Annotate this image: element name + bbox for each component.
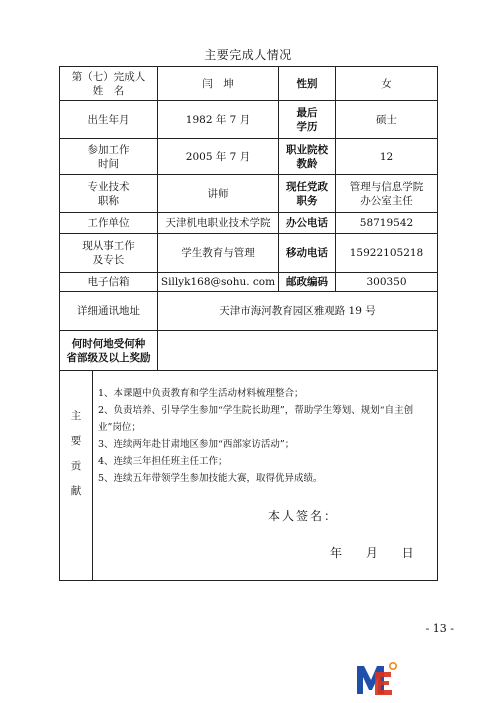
current-duty-label-line2: 职务: [296, 194, 318, 207]
work-start-label-line1: 参加工作: [87, 143, 130, 156]
awards-value: [158, 331, 438, 371]
gender-value: 女: [336, 67, 438, 101]
professional-title-value: 讲师: [158, 175, 279, 213]
table-row: [60, 234, 438, 273]
postal-code-value: 300350: [336, 273, 438, 292]
current-duty-label-line1: 现任党政: [286, 180, 328, 193]
education-label-cell: [279, 101, 336, 139]
contributions-cell: [60, 371, 438, 581]
name-label: 姓 名: [92, 84, 125, 97]
contributions-label-char: 主: [70, 410, 82, 422]
contributions-label: [60, 371, 93, 580]
contribution-item: 4、连续三年担任班主任工作；: [98, 456, 228, 467]
table-row: [60, 213, 438, 234]
page-title: 主要完成人情况: [204, 48, 292, 62]
contribution-item: 3、连续两年赴甘肃地区参加“西部家访活动”；: [98, 439, 295, 450]
signature-date: 年 月 日: [330, 546, 414, 560]
teaching-years-label-line2: 教龄: [296, 157, 318, 170]
work-start-label-line2: 时间: [98, 157, 119, 170]
specialty-label-line1: 现从事工作: [82, 240, 135, 252]
address-value: 天津市海河教育园区雅观路 19 号: [158, 292, 438, 331]
office-phone-value: 58719542: [336, 213, 438, 234]
birth-label: 出生年月: [60, 101, 158, 139]
address-label: 详细通讯地址: [60, 292, 158, 331]
table-row: [60, 371, 438, 581]
education-value: 硕士: [336, 101, 438, 139]
education-label-line2: 学历: [296, 120, 318, 133]
table-row: [60, 273, 438, 292]
education-label-line1: 最后: [296, 106, 318, 119]
awards-label-line1: 何时何地受何种: [71, 337, 146, 350]
professional-title-label-cell: [60, 175, 158, 213]
signature-label: 本人签名：: [268, 509, 339, 523]
table-row: [60, 292, 438, 331]
teaching-years-label-cell: [279, 139, 336, 175]
me-logo-icon: [355, 660, 399, 698]
work-start-value: 2005 年 7 月: [158, 139, 279, 175]
employer-value: 天津机电职业技术学院: [158, 213, 279, 234]
awards-label-cell: [60, 331, 158, 371]
professional-title-label-line2: 职称: [98, 194, 119, 207]
table-row: [60, 331, 438, 371]
employer-label: 工作单位: [60, 213, 158, 234]
table-row: [60, 101, 438, 139]
contribution-item: 5、连续五年带领学生参加技能大赛，取得优异成绩。: [98, 473, 323, 484]
name-label-cell: [60, 67, 158, 101]
current-duty-value-line1: 管理与信息学院: [349, 180, 424, 193]
work-start-label-cell: [60, 139, 158, 175]
table-row: [60, 175, 438, 213]
contributions-label-char: 要: [70, 435, 82, 447]
rank-label: 第（七）完成人: [71, 70, 146, 83]
contributions-label-char: 贡: [70, 460, 82, 472]
current-duty-value-cell: [336, 175, 438, 213]
teaching-years-value: 12: [336, 139, 438, 175]
specialty-label-line2: 及专长: [92, 254, 125, 266]
personal-info-table: [59, 66, 438, 581]
teaching-years-label-line1: 职业院校: [286, 143, 328, 156]
contribution-item: 2、负责培养、引导学生参加“学生院长助理”，帮助学生筹划、规划“自主创业”岗位；: [98, 405, 414, 433]
contributions-label-char: 献: [70, 485, 82, 497]
current-duty-value-line2: 办公室主任: [360, 194, 413, 207]
awards-label-line2: 省部级及以上奖励: [66, 351, 151, 364]
birth-value: 1982 年 7 月: [158, 101, 279, 139]
professional-title-label-line1: 专业技术: [87, 180, 130, 193]
current-duty-label-cell: [279, 175, 336, 213]
office-phone-label: 办公电话: [279, 213, 336, 234]
postal-code-label: 邮政编码: [279, 273, 336, 292]
page-number: - 13 -: [425, 622, 454, 635]
gender-label: 性别: [279, 67, 336, 101]
contributions-list: [60, 371, 436, 487]
name-value: 闫 坤: [158, 67, 279, 101]
email-label: 电子信箱: [60, 273, 158, 292]
specialty-value: 学生教育与管理: [158, 234, 279, 273]
specialty-label-cell: [60, 234, 158, 273]
table-row: [60, 139, 438, 175]
mobile-phone-value: 15922105218: [336, 234, 438, 273]
mobile-phone-label: 移动电话: [279, 234, 336, 273]
table-row: [60, 67, 438, 101]
email-value: Sillyk168@sohu. com: [158, 273, 279, 292]
contribution-item: 1、本课题中负责教育和学生活动材料梳理整合；: [98, 388, 304, 399]
